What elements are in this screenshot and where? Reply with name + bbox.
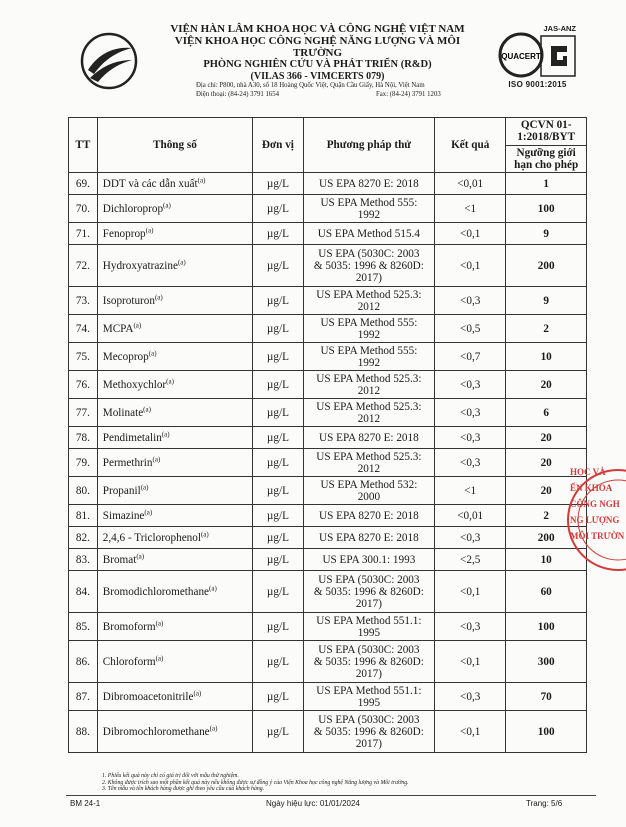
stamp-text-line: MÔI TRƯỜN bbox=[570, 531, 625, 541]
method-cell bbox=[303, 173, 434, 195]
result-cell: <0,5 bbox=[435, 315, 506, 343]
method-cell bbox=[303, 571, 434, 613]
limit-cell: 2 bbox=[506, 315, 587, 343]
parameter-name: Dibromochloromethane bbox=[102, 725, 210, 738]
unit-cell: µg/L bbox=[253, 173, 304, 195]
method-cell bbox=[303, 527, 434, 549]
parameter-cell bbox=[97, 223, 252, 245]
table-row bbox=[69, 711, 587, 753]
result-cell: <0,3 bbox=[435, 371, 506, 399]
table-row bbox=[69, 427, 587, 449]
method-line: US EPA (5030C: 2003 bbox=[318, 643, 420, 656]
parameter-note-marker: (a) bbox=[177, 257, 186, 266]
parameter-name: DDT và các dẫn xuất bbox=[102, 177, 198, 190]
parameter-name: Bromat bbox=[102, 553, 137, 566]
method-cell bbox=[303, 549, 434, 571]
footer-note-1: 1. Phiếu kết quả này chỉ có giá trị đối với mẫu thử nghiệm. bbox=[102, 773, 239, 779]
row-number: 82. bbox=[69, 527, 98, 549]
limit-cell: 10 bbox=[506, 343, 587, 371]
footer-bar bbox=[70, 797, 582, 811]
table-row bbox=[69, 505, 587, 527]
header-limit-line3: Ngưỡng giới bbox=[516, 147, 576, 159]
result-cell: <0,3 bbox=[435, 399, 506, 427]
limit-cell: 9 bbox=[506, 287, 587, 315]
parameter-cell bbox=[97, 399, 252, 427]
parameter-name: Chloroform bbox=[102, 655, 156, 668]
unit-cell: µg/L bbox=[253, 449, 304, 477]
org-line-2: VIỆN KHOA HỌC CÔNG NGHỆ NĂNG LƯỢNG VÀ MÔI TRƯỜNG bbox=[174, 35, 461, 59]
parameter-name: Pendimetalin bbox=[102, 431, 162, 444]
method-cell bbox=[303, 505, 434, 527]
table-row bbox=[69, 223, 587, 245]
row-number: 88. bbox=[69, 711, 98, 753]
table-header-row bbox=[69, 118, 587, 173]
table-row bbox=[69, 613, 587, 641]
method-line: 2017) bbox=[355, 597, 382, 610]
result-cell: <0,01 bbox=[435, 173, 506, 195]
unit-cell: µg/L bbox=[253, 549, 304, 571]
unit-cell: µg/L bbox=[253, 427, 304, 449]
result-cell: <0,3 bbox=[435, 683, 506, 711]
result-cell: <0,1 bbox=[435, 245, 506, 287]
row-number: 70. bbox=[69, 195, 98, 223]
parameter-note-marker: (a) bbox=[145, 225, 154, 234]
method-line: US EPA (5030C: 2003 bbox=[318, 713, 420, 726]
address-text: Địa chỉ: P800, nhà A30, số 18 Hoàng Quốc Việt, Quận Cầu Giấy, Hà Nội, Việt Nam bbox=[196, 82, 425, 89]
method-cell bbox=[303, 449, 434, 477]
method-cell bbox=[303, 195, 434, 223]
red-stamp-icon bbox=[566, 445, 626, 595]
header-limit-sub bbox=[506, 145, 586, 171]
fax-text: Fax: (84-24) 3791 1203 bbox=[376, 91, 441, 98]
parameter-note-marker: (a) bbox=[148, 348, 157, 357]
form-code: BM 24-1 bbox=[70, 799, 101, 808]
method-line: 1992 bbox=[357, 328, 381, 341]
method-line: 2017) bbox=[355, 737, 382, 750]
table-row bbox=[69, 641, 587, 683]
limit-cell: 9 bbox=[506, 223, 587, 245]
limit-cell: 6 bbox=[506, 399, 587, 427]
result-cell: <1 bbox=[435, 195, 506, 223]
jas-anz-label: JAS-ANZ bbox=[543, 24, 576, 33]
footer-note-2: 2. Không được trích sao một phần kết quả này nếu không được sự đồng ý của Viện Khoa học công nghệ Năng lượng và Môi trường. bbox=[102, 779, 409, 786]
parameter-cell bbox=[97, 245, 252, 287]
parameter-note-marker: (a) bbox=[209, 723, 218, 732]
parameter-name: Methoxychlor bbox=[102, 378, 167, 391]
method-line: US EPA Method 551.1: bbox=[316, 684, 422, 697]
parameter-note-marker: (a) bbox=[209, 583, 217, 592]
result-cell: <0,7 bbox=[435, 343, 506, 371]
method-line: US EPA Method 532: bbox=[320, 478, 418, 491]
row-number: 87. bbox=[69, 683, 98, 711]
limit-cell: 100 bbox=[506, 195, 587, 223]
method-line: 1995 bbox=[357, 696, 381, 709]
table-row bbox=[69, 449, 587, 477]
method-cell bbox=[303, 287, 434, 315]
method-cell bbox=[303, 613, 434, 641]
row-number: 81. bbox=[69, 505, 98, 527]
results-table bbox=[68, 117, 587, 753]
result-cell: <0,1 bbox=[435, 711, 506, 753]
unit-cell: µg/L bbox=[253, 287, 304, 315]
parameter-name: Dibromoacetonitrile bbox=[102, 690, 194, 703]
stamp-text-line: NG LƯỢNG bbox=[570, 515, 620, 525]
result-cell: <0,01 bbox=[435, 505, 506, 527]
parameter-note-marker: (a) bbox=[152, 454, 161, 463]
method-line: 2012 bbox=[357, 412, 381, 425]
unit-cell: µg/L bbox=[253, 343, 304, 371]
limit-cell: 100 bbox=[506, 711, 587, 753]
footer-divider bbox=[66, 795, 596, 796]
method-line: 1992 bbox=[357, 356, 381, 369]
method-cell bbox=[303, 343, 434, 371]
parameter-name: Simazine bbox=[102, 509, 145, 522]
document-header bbox=[0, 0, 607, 118]
org-line-1: VIỆN HÀN LÂM KHOA HỌC VÀ CÔNG NGHỆ VIỆT NAM bbox=[170, 23, 465, 35]
parameter-cell bbox=[97, 711, 252, 753]
parameter-cell bbox=[97, 173, 252, 195]
row-number: 80. bbox=[69, 477, 98, 505]
unit-cell: µg/L bbox=[253, 505, 304, 527]
row-number: 72. bbox=[69, 245, 98, 287]
parameter-cell bbox=[97, 505, 252, 527]
unit-cell: µg/L bbox=[253, 641, 304, 683]
result-cell: <0,3 bbox=[435, 613, 506, 641]
unit-cell: µg/L bbox=[253, 315, 304, 343]
limit-cell: 20 bbox=[506, 477, 587, 505]
method-line: US EPA 8270 E: 2018 bbox=[319, 177, 419, 190]
org-line-4: (VILAS 366 - VIMCERTS 079) bbox=[250, 71, 385, 82]
certification-logo bbox=[495, 24, 580, 94]
parameter-cell bbox=[97, 477, 252, 505]
table-row bbox=[69, 195, 587, 223]
parameter-note-marker: (a) bbox=[155, 653, 164, 662]
phone-text: Điện thoại: (84-24) 3791 1654 bbox=[196, 91, 280, 98]
method-line: US EPA Method 525.3: bbox=[316, 372, 422, 385]
limit-cell: 10 bbox=[506, 549, 587, 571]
contact-block bbox=[196, 81, 496, 99]
table-row bbox=[69, 173, 587, 195]
method-line: & 5035: 1996 & 8260D: bbox=[313, 725, 424, 738]
method-line: 1992 bbox=[357, 208, 381, 221]
header-param: Thông số bbox=[97, 118, 252, 173]
table-row bbox=[69, 571, 587, 613]
parameter-name: Fenoprop bbox=[102, 227, 146, 240]
parameter-note-marker: (a) bbox=[155, 618, 164, 627]
iso-label: ISO 9001:2015 bbox=[508, 80, 567, 89]
org-line-3: PHÒNG NGHIÊN CỨU VÀ PHÁT TRIỂN (R&D) bbox=[203, 59, 432, 70]
parameter-note-marker: (a) bbox=[143, 404, 151, 413]
parameter-note-marker: (a) bbox=[197, 175, 206, 184]
parameter-cell bbox=[97, 449, 252, 477]
method-cell bbox=[303, 477, 434, 505]
result-cell: <0,1 bbox=[435, 571, 506, 613]
method-line: 2017) bbox=[355, 667, 382, 680]
table-row bbox=[69, 549, 587, 571]
row-number: 76. bbox=[69, 371, 98, 399]
limit-cell: 20 bbox=[506, 371, 587, 399]
limit-cell: 100 bbox=[506, 613, 587, 641]
method-cell bbox=[303, 399, 434, 427]
parameter-name: Dichloroprop bbox=[102, 202, 164, 215]
table-row bbox=[69, 527, 587, 549]
limit-cell: 20 bbox=[506, 427, 587, 449]
result-cell: <0,1 bbox=[435, 223, 506, 245]
footer-notes bbox=[102, 773, 542, 793]
unit-cell: µg/L bbox=[253, 571, 304, 613]
parameter-cell bbox=[97, 683, 252, 711]
unit-cell: µg/L bbox=[253, 683, 304, 711]
parameter-note-marker: (a) bbox=[136, 551, 145, 560]
row-number: 85. bbox=[69, 613, 98, 641]
parameter-note-marker: (a) bbox=[193, 688, 202, 697]
result-cell: <0,3 bbox=[435, 527, 506, 549]
unit-cell: µg/L bbox=[253, 371, 304, 399]
limit-cell: 2 bbox=[506, 505, 587, 527]
method-cell bbox=[303, 223, 434, 245]
method-cell bbox=[303, 683, 434, 711]
parameter-cell bbox=[97, 343, 252, 371]
limit-cell: 300 bbox=[506, 641, 587, 683]
result-cell: <1 bbox=[435, 477, 506, 505]
method-line: US EPA Method 525.3: bbox=[316, 288, 422, 301]
unit-cell: µg/L bbox=[253, 399, 304, 427]
row-number: 75. bbox=[69, 343, 98, 371]
page-number: Trang: 5/6 bbox=[526, 799, 563, 808]
table-row bbox=[69, 477, 587, 505]
result-cell: <0,3 bbox=[435, 287, 506, 315]
result-cell: <2,5 bbox=[435, 549, 506, 571]
method-line: US EPA Method 555: bbox=[320, 316, 418, 329]
method-line: US EPA 8270 E: 2018 bbox=[319, 531, 419, 544]
parameter-cell bbox=[97, 549, 252, 571]
method-line: & 5035: 1996 & 8260D: bbox=[313, 655, 424, 668]
method-line: US EPA Method 555: bbox=[320, 344, 418, 357]
parameter-name: Hydroxyatrazine bbox=[102, 259, 178, 272]
header-limit-line4: hạn cho phép bbox=[514, 159, 579, 171]
method-cell bbox=[303, 371, 434, 399]
parameter-cell bbox=[97, 641, 252, 683]
table-row bbox=[69, 315, 587, 343]
limit-cell: 60 bbox=[506, 571, 587, 613]
unit-cell: µg/L bbox=[253, 223, 304, 245]
result-cell: <0,1 bbox=[435, 641, 506, 683]
parameter-note-marker: (a) bbox=[154, 292, 163, 301]
row-number: 86. bbox=[69, 641, 98, 683]
unit-cell: µg/L bbox=[253, 613, 304, 641]
parameter-name: Isoproturon bbox=[102, 294, 155, 307]
organization-block bbox=[150, 23, 485, 83]
footer-note-3: 3. Tên mẫu và tên khách hàng được ghi theo yêu cầu của khách hàng. bbox=[102, 786, 265, 793]
parameter-name: Propanil bbox=[102, 484, 141, 497]
stamp-text-line: CÔNG NGH bbox=[570, 499, 620, 509]
table-row bbox=[69, 371, 587, 399]
method-cell bbox=[303, 315, 434, 343]
stamp-text-line: ẾN KHOA bbox=[570, 483, 613, 493]
row-number: 77. bbox=[69, 399, 98, 427]
row-number: 74. bbox=[69, 315, 98, 343]
method-line: 1995 bbox=[357, 626, 381, 639]
limit-cell: 20 bbox=[506, 449, 587, 477]
method-line: 2012 bbox=[357, 462, 381, 475]
method-line: & 5035: 1996 & 8260D: bbox=[313, 585, 424, 598]
parameter-cell bbox=[97, 371, 252, 399]
parameter-name: Bromoform bbox=[102, 620, 156, 633]
row-number: 78. bbox=[69, 427, 98, 449]
method-line: 2017) bbox=[355, 271, 382, 284]
unit-cell: µg/L bbox=[253, 527, 304, 549]
parameter-note-marker: (a) bbox=[140, 482, 149, 491]
header-limit-line1: QCVN 01- bbox=[520, 119, 572, 131]
institute-logo-icon bbox=[80, 32, 138, 90]
row-number: 71. bbox=[69, 223, 98, 245]
parameter-cell bbox=[97, 613, 252, 641]
quacert-logo-icon bbox=[495, 30, 580, 86]
limit-cell: 200 bbox=[506, 527, 587, 549]
row-number: 79. bbox=[69, 449, 98, 477]
parameter-note-marker: (a) bbox=[133, 320, 142, 329]
header-limit bbox=[506, 118, 587, 173]
result-cell: <0,3 bbox=[435, 427, 506, 449]
method-line: US EPA 300.1: 1993 bbox=[322, 553, 416, 566]
result-cell: <0,3 bbox=[435, 449, 506, 477]
table-row bbox=[69, 343, 587, 371]
row-number: 73. bbox=[69, 287, 98, 315]
method-cell bbox=[303, 641, 434, 683]
method-cell bbox=[303, 427, 434, 449]
method-line: US EPA (5030C: 2003 bbox=[318, 247, 420, 260]
method-line: US EPA Method 551.1: bbox=[316, 614, 422, 627]
method-line: US EPA Method 515.4 bbox=[317, 227, 420, 240]
parameter-name: Molinate bbox=[102, 406, 144, 419]
method-cell bbox=[303, 711, 434, 753]
limit-cell: 200 bbox=[506, 245, 587, 287]
method-cell bbox=[303, 245, 434, 287]
unit-cell: µg/L bbox=[253, 245, 304, 287]
method-line: 2012 bbox=[357, 300, 381, 313]
header-unit: Đơn vị bbox=[253, 118, 304, 173]
parameter-cell bbox=[97, 427, 252, 449]
method-line: 2000 bbox=[357, 490, 381, 503]
limit-cell: 1 bbox=[506, 173, 587, 195]
method-line: US EPA (5030C: 2003 bbox=[318, 573, 420, 586]
parameter-note-marker: (a) bbox=[166, 376, 174, 385]
table-row bbox=[69, 399, 587, 427]
parameter-note-marker: (a) bbox=[200, 529, 209, 538]
effective-date: Ngày hiệu lực: 01/01/2024 bbox=[266, 799, 360, 808]
parameter-cell bbox=[97, 315, 252, 343]
parameter-cell bbox=[97, 195, 252, 223]
row-number: 84. bbox=[69, 571, 98, 613]
limit-cell: 70 bbox=[506, 683, 587, 711]
parameter-name: Mecoprop bbox=[102, 350, 149, 363]
row-number: 83. bbox=[69, 549, 98, 571]
header-limit-line2: 1:2018/BYT bbox=[517, 131, 576, 143]
method-line: & 5035: 1996 & 8260D: bbox=[313, 259, 424, 272]
method-line: US EPA Method 555: bbox=[320, 196, 418, 209]
method-line: US EPA 8270 E: 2018 bbox=[319, 431, 419, 444]
parameter-note-marker: (a) bbox=[144, 507, 153, 516]
table-row bbox=[69, 245, 587, 287]
parameter-note-marker: (a) bbox=[161, 429, 170, 438]
parameter-cell bbox=[97, 571, 252, 613]
table-row bbox=[69, 683, 587, 711]
method-line: US EPA Method 525.3: bbox=[316, 450, 422, 463]
parameter-cell bbox=[97, 287, 252, 315]
unit-cell: µg/L bbox=[253, 195, 304, 223]
header-tt: TT bbox=[69, 118, 98, 173]
parameter-name: 2,4,6 - Triclorophenol bbox=[102, 531, 201, 544]
row-number: 69. bbox=[69, 173, 98, 195]
stamp-text-line: HỌC VÀ bbox=[570, 467, 606, 477]
parameter-name: Bromodichloromethane bbox=[102, 585, 210, 598]
parameter-name: Permethrin bbox=[102, 456, 153, 469]
table-row bbox=[69, 287, 587, 315]
parameter-note-marker: (a) bbox=[163, 200, 171, 209]
header-method: Phương pháp thử bbox=[303, 118, 434, 173]
header-result: Kết quả bbox=[435, 118, 506, 173]
method-line: US EPA Method 525.3: bbox=[316, 400, 422, 413]
method-line: US EPA 8270 E: 2018 bbox=[319, 509, 419, 522]
parameter-name: MCPA bbox=[102, 322, 134, 335]
unit-cell: µg/L bbox=[253, 711, 304, 753]
parameter-cell bbox=[97, 527, 252, 549]
method-line: 2012 bbox=[357, 384, 381, 397]
quacert-label: QUACERT bbox=[501, 52, 541, 61]
unit-cell: µg/L bbox=[253, 477, 304, 505]
